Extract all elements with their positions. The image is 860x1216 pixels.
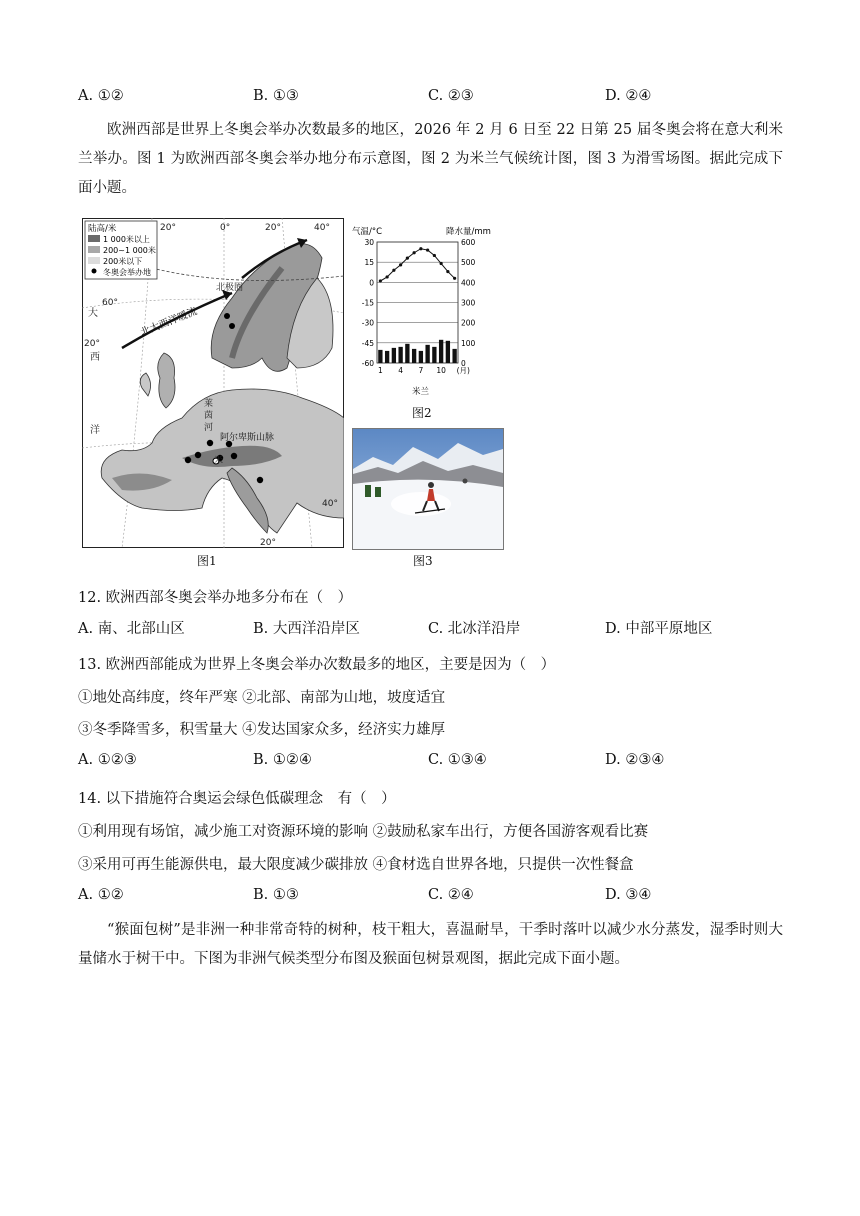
precip-bar xyxy=(385,351,389,363)
q11-option-d[interactable]: D. ②④ xyxy=(605,88,652,104)
legend-item-host: 冬奥会举办地 xyxy=(103,268,151,277)
x-tick-label: 7 xyxy=(418,366,424,375)
temperature-point xyxy=(446,270,449,273)
x-tick-label: 10 xyxy=(436,366,446,375)
label-milan: 米 xyxy=(214,456,224,466)
label-alps: 阿尔卑斯山脉 xyxy=(220,433,275,443)
label-atlantic-2: 西 xyxy=(90,352,100,363)
precip-bar xyxy=(412,349,416,363)
lat-label-60: 60° xyxy=(102,298,118,308)
lat-label-40: 40° xyxy=(322,499,338,509)
precip-bar xyxy=(419,351,423,363)
legend-title: 陆高/米 xyxy=(88,224,117,234)
y2-tick-label: 300 xyxy=(461,298,476,308)
y-tick-label: 15 xyxy=(364,258,374,268)
y2-tick-label: 100 xyxy=(461,338,476,348)
q14-option-c[interactable]: C. ②④ xyxy=(428,887,474,903)
temperature-point xyxy=(419,247,422,250)
temperature-point xyxy=(379,279,382,282)
y2-tick-label: 200 xyxy=(461,318,476,328)
q12-option-c[interactable]: C. 北冰洋沿岸 xyxy=(428,621,521,637)
temperature-point xyxy=(440,262,443,265)
label-rhine-2: 茵 xyxy=(204,411,214,421)
intro-paragraph-2: “猴面包树”是非洲一种非常奇特的树种，枝干粗大，喜温耐旱，干季时落叶以减少水分蒸发，湿季时则大量储水于树干中。下图为非洲气候类型分布图及猴面包树景观图，据此完成下面小题。 xyxy=(78,922,783,967)
q11-option-c[interactable]: C. ②③ xyxy=(428,88,474,104)
lon-label-bottom-20: 20° xyxy=(260,538,276,548)
intro-paragraph-1: 欧洲西部是世界上冬奥会举办次数最多的地区，2026 年 2 月 6 日至 22 日第 25 届冬奥会将在意大利米兰举办。图 1 为欧洲西部冬奥会举办地分布示意图，图 2 为米兰气候统计图，图 3 为滑雪场图。据此完成下面小题。 xyxy=(78,122,783,196)
temperature-point xyxy=(433,254,436,257)
temperature-point xyxy=(392,269,395,272)
figure-1-map xyxy=(82,218,344,548)
q13-option-b[interactable]: B. ①②④ xyxy=(253,752,312,768)
figure-2-caption: 图2 xyxy=(412,406,432,420)
temperature-point xyxy=(413,251,416,254)
q13-statements-1: ①地处高纬度，终年严寒 ②北部、南部为山地，坡度适宜 xyxy=(78,690,446,706)
temperature-point xyxy=(453,277,456,280)
q13-options xyxy=(78,752,778,772)
q14-option-b[interactable]: B. ①③ xyxy=(253,887,299,903)
temperature-point xyxy=(386,275,389,278)
y2-tick-label: 400 xyxy=(461,278,476,288)
legend-item-low: 200米以下 xyxy=(103,257,143,266)
q13-option-a[interactable]: A. ①②③ xyxy=(78,752,137,768)
map-legend xyxy=(85,221,157,279)
q11-option-a[interactable]: A. ①② xyxy=(78,88,124,104)
figure-3-ski-photo xyxy=(352,428,504,550)
label-arctic-circle: 北极圈 xyxy=(216,283,244,293)
temperature-point xyxy=(426,248,429,251)
lon-label-e20: 20° xyxy=(265,223,281,233)
lon-label-e40: 40° xyxy=(314,223,330,233)
precip-bar xyxy=(446,341,450,363)
q12-options xyxy=(78,617,778,637)
temperature-point xyxy=(399,263,402,266)
temperature-line xyxy=(380,249,454,281)
q14-option-a[interactable]: A. ①② xyxy=(78,887,124,903)
q11-option-b[interactable]: B. ①③ xyxy=(253,88,299,104)
precip-bar xyxy=(378,350,382,363)
label-rhine-1: 莱 xyxy=(204,399,214,409)
q12-option-a[interactable]: A. 南、北部山区 xyxy=(78,621,185,637)
label-north-atlantic-current: 北大西洋暖流 xyxy=(139,306,199,339)
q13-option-d[interactable]: D. ②③④ xyxy=(605,752,665,768)
x-tick-label: 4 xyxy=(398,366,404,375)
q12-option-d[interactable]: D. 中部平原地区 xyxy=(605,621,713,637)
lon-label-w20-side: 20° xyxy=(84,339,100,349)
y2-tick-label: 0 xyxy=(461,359,466,368)
month-unit-label: (月) xyxy=(456,366,470,375)
label-atlantic-1: 大 xyxy=(88,308,98,319)
precip-bar xyxy=(439,340,443,363)
y-tick-label: -15 xyxy=(361,298,374,308)
precip-bar xyxy=(405,344,409,363)
y2-tick-label: 600 xyxy=(461,238,476,247)
right-axis-title: 降水量/mm xyxy=(446,227,491,237)
label-atlantic-3: 洋 xyxy=(90,425,100,436)
figure-3-caption: 图3 xyxy=(413,554,433,568)
y-tick-label: -45 xyxy=(361,338,374,348)
precip-bar xyxy=(432,347,436,363)
figure-1-caption: 图1 xyxy=(197,554,217,568)
q14-stem: 14. 以下措施符合奥运会绿色低碳理念 有（ ） xyxy=(78,791,396,807)
label-rhine-3: 河 xyxy=(204,423,214,433)
legend-item-mid: 200~1 000米 xyxy=(103,246,156,255)
y-tick-label: -60 xyxy=(361,359,374,368)
q14-statements-1: ①利用现有场馆，减少施工对资源环境的影响 ②鼓励私家车出行，方便各国游客观看比赛 xyxy=(78,824,649,840)
q13-option-c[interactable]: C. ①③④ xyxy=(428,752,487,768)
temperature-point xyxy=(406,257,409,260)
legend-item-high: 1 000米以上 xyxy=(103,235,150,244)
q13-stem: 13. 欧洲西部能成为世界上冬奥会举办次数最多的地区，主要是因为（ ） xyxy=(78,657,556,673)
q14-options xyxy=(78,887,778,907)
q13-statements-2: ③冬季降雪多，积雪量大 ④发达国家众多，经济实力雄厚 xyxy=(78,722,446,738)
left-axis-title: 气温/°C xyxy=(352,227,383,237)
precip-bar xyxy=(392,348,396,363)
lon-label-0: 0° xyxy=(220,223,231,233)
q14-option-d[interactable]: D. ③④ xyxy=(605,887,652,903)
precip-bar xyxy=(425,345,429,363)
y2-tick-label: 500 xyxy=(461,258,476,268)
q14-statements-2: ③采用可再生能源供电，最大限度减少碳排放 ④食材选自世界各地，只提供一次性餐盒 xyxy=(78,857,634,873)
precip-bar xyxy=(452,349,456,363)
y-tick-label: 30 xyxy=(364,238,374,247)
q12-option-b[interactable]: B. 大西洋沿岸区 xyxy=(253,621,360,637)
figure-2-climate-chart xyxy=(350,222,500,400)
lon-label-w20: 20° xyxy=(160,223,176,233)
y-tick-label: -30 xyxy=(361,318,374,328)
q12-stem: 12. 欧洲西部冬奥会举办地多分布在（ ） xyxy=(78,590,353,606)
x-tick-label: 1 xyxy=(377,366,383,375)
q11-options xyxy=(78,88,778,108)
precip-bar xyxy=(398,347,402,363)
city-label: 米兰 xyxy=(412,387,430,397)
y-tick-label: 0 xyxy=(369,278,374,288)
